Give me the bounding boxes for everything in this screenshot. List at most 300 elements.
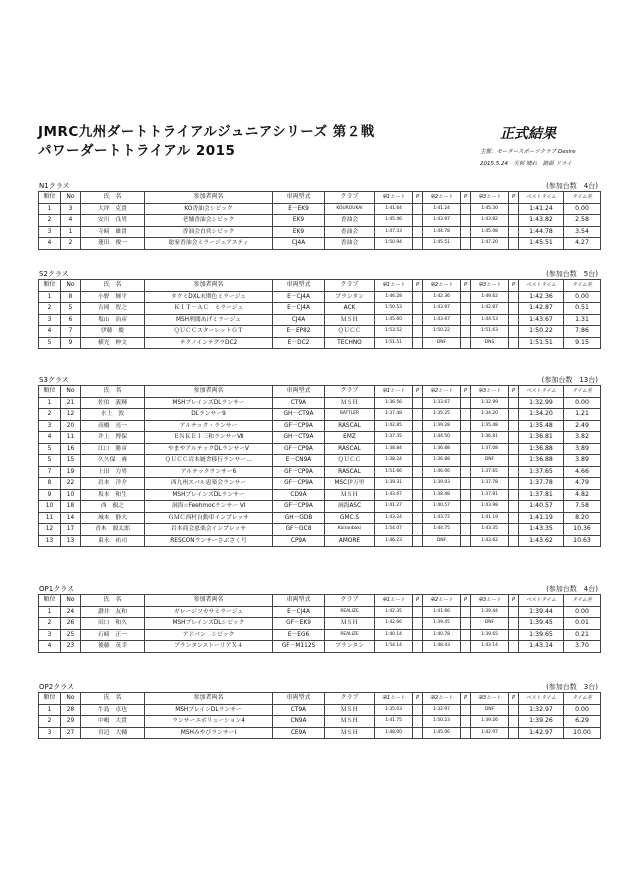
table-cell: MSHブレインズDLランサー: [145, 489, 273, 501]
table-cell: E－DC2: [273, 337, 325, 349]
table-cell: 1:39.26: [471, 716, 509, 728]
column-header: 第3ヒート: [471, 386, 509, 398]
column-header: 車両型式: [273, 386, 325, 398]
table-cell: 10: [61, 489, 81, 501]
table-cell: [461, 618, 471, 630]
table-cell: 7: [61, 326, 81, 338]
column-header: 氏 名: [81, 386, 145, 398]
column-header: P: [509, 693, 519, 705]
table-cell: 28: [61, 704, 81, 716]
table-cell: 1:36.81: [471, 432, 509, 444]
table-cell: [413, 704, 423, 716]
table-cell: ＭＳＨ: [325, 727, 375, 739]
table-cell: [509, 512, 519, 524]
table-cell: 1:39.31: [375, 478, 413, 490]
table-cell: 1:43.14: [471, 641, 509, 653]
table-cell: ＭＳＨ: [325, 397, 375, 409]
table-cell: GMC.S: [325, 512, 375, 524]
column-header: No: [61, 386, 81, 398]
table-cell: ＫＩＴ－ＡＣ ミラージュ: [145, 303, 273, 315]
column-header: No: [61, 192, 81, 204]
table-cell: EK9: [273, 215, 325, 227]
table-cell: 3.89: [564, 443, 601, 455]
table-cell: 青木 源太郎: [81, 524, 145, 536]
column-header: タイム差: [564, 192, 601, 204]
table-cell: CP9A: [273, 535, 325, 547]
table-cell: 1:51.63: [471, 326, 509, 338]
table-cell: [509, 704, 519, 716]
table-cell: 3.70: [564, 641, 601, 653]
column-header: タイム差: [564, 693, 601, 705]
column-header: P: [413, 386, 423, 398]
table-cell: 4: [61, 215, 81, 227]
table-cell: 1:43.97: [423, 215, 461, 227]
table-cell: 岩本商会恵楽会インプレッサ: [145, 524, 273, 536]
table-cell: 香油会: [325, 226, 375, 238]
table-cell: 1:43.67: [519, 314, 564, 326]
table-cell: CJ4A: [273, 314, 325, 326]
table-cell: 1:50.22: [519, 326, 564, 338]
column-header: 参加者両名: [145, 386, 273, 398]
column-header: No: [61, 595, 81, 607]
table-row: [39, 618, 601, 630]
table-header-row: [39, 280, 601, 292]
table-cell: 1:41.24: [423, 203, 461, 215]
table-cell: 1:43.67: [423, 314, 461, 326]
table-cell: 21: [61, 397, 81, 409]
table-cell: [413, 215, 423, 227]
table-cell: [461, 203, 471, 215]
table-cell: RASCAL: [325, 443, 375, 455]
table-cell: 大坪 克貴: [81, 203, 145, 215]
table-cell: ＱＵＣＣスターレットＧＴ: [145, 326, 273, 338]
table-cell: 25: [61, 629, 81, 641]
table-cell: [413, 489, 423, 501]
column-header: P: [413, 280, 423, 292]
table-cell: GF－EK9: [273, 618, 325, 630]
results-table: [38, 385, 601, 547]
table-cell: 0.00: [564, 704, 601, 716]
column-header: 参加者両名: [145, 693, 273, 705]
class-name: OP1クラス: [39, 585, 74, 593]
table-cell: [509, 326, 519, 338]
table-cell: 1:40.14: [375, 629, 413, 641]
table-cell: 1:48.00: [375, 727, 413, 739]
column-header: ベストタイム: [519, 280, 564, 292]
table-row: [39, 466, 601, 478]
table-cell: 1: [61, 226, 81, 238]
table-cell: アルテックランサー6: [145, 466, 273, 478]
table-cell: [509, 314, 519, 326]
table-cell: DNF: [471, 704, 509, 716]
table-cell: GH－CT9A: [273, 432, 325, 444]
table-cell: 1:41.27: [375, 501, 413, 513]
table-cell: 3: [39, 629, 61, 641]
table-cell: 1:36.88: [423, 455, 461, 467]
table-cell: 1:50.94: [375, 238, 413, 250]
table-cell: 1:40.57: [519, 501, 564, 513]
table-cell: 4.27: [564, 238, 601, 250]
table-cell: MSHブレインズDLランサー: [145, 397, 273, 409]
table-cell: 29: [61, 716, 81, 728]
table-cell: 1:43.35: [471, 524, 509, 536]
table-cell: 9: [39, 489, 61, 501]
column-header: 第1ヒート: [375, 280, 413, 292]
table-cell: 1: [39, 606, 61, 618]
table-cell: 1:39.65: [471, 629, 509, 641]
table-cell: 1:47.20: [471, 238, 509, 250]
table-row: [39, 629, 601, 641]
class-section-header: [38, 681, 600, 692]
column-header: クラブ: [325, 693, 375, 705]
table-cell: 0.00: [564, 291, 601, 303]
table-cell: 1:36.56: [375, 397, 413, 409]
column-header: P: [509, 386, 519, 398]
table-cell: [509, 618, 519, 630]
table-cell: 1:36.88: [519, 455, 564, 467]
table-cell: 1:40.57: [423, 501, 461, 513]
table-cell: 1:54.14: [375, 641, 413, 653]
table-cell: 2.49: [564, 420, 601, 432]
table-cell: 1:35.48: [519, 420, 564, 432]
table-cell: 1:41.75: [375, 716, 413, 728]
table-cell: 5: [61, 303, 81, 315]
table-cell: 3.82: [564, 432, 601, 444]
class-name: S2クラス: [39, 270, 69, 278]
table-cell: 総家香油会ミラージュアスティ: [145, 238, 273, 250]
table-cell: DNF: [423, 337, 461, 349]
table-cell: 10: [39, 501, 61, 513]
table-row: [39, 501, 601, 513]
table-cell: 13: [39, 535, 61, 547]
column-header: クラブ: [325, 192, 375, 204]
table-cell: 1:42.35: [375, 606, 413, 618]
table-cell: 5: [39, 455, 61, 467]
table-cell: 11: [61, 432, 81, 444]
column-header: 第1ヒート: [375, 693, 413, 705]
table-row: [39, 512, 601, 524]
column-header: 順位: [39, 280, 61, 292]
class-name: OP2クラス: [39, 683, 74, 691]
table-cell: ＱＵＣＣ岩本厩舎移行ランサー…: [145, 455, 273, 467]
table-cell: 1:48.43: [423, 641, 461, 653]
table-cell: 13: [61, 535, 81, 547]
table-cell: CT9A: [273, 704, 325, 716]
table-cell: [461, 641, 471, 653]
table-cell: ブランタン: [325, 641, 375, 653]
table-cell: 寺﨑 雄貴: [81, 226, 145, 238]
table-cell: DNS: [471, 337, 509, 349]
table-cell: 7: [39, 466, 61, 478]
table-cell: 1:39.45: [423, 618, 461, 630]
table-row: [39, 478, 601, 490]
table-cell: TECHNO: [325, 337, 375, 349]
table-cell: [461, 629, 471, 641]
table-cell: 10.36: [564, 524, 601, 536]
table-cell: [461, 489, 471, 501]
table-row: [39, 397, 601, 409]
column-header: 参加者両名: [145, 595, 273, 607]
table-cell: 水上 敦: [81, 409, 145, 421]
table-cell: E－EG6: [273, 629, 325, 641]
table-cell: [509, 420, 519, 432]
class-section: [38, 374, 600, 547]
table-cell: 香油会: [325, 238, 375, 250]
column-header: P: [413, 693, 423, 705]
table-cell: 4: [39, 641, 61, 653]
table-cell: 東永 祐司: [81, 535, 145, 547]
table-cell: 1:37.35: [375, 432, 413, 444]
table-cell: 2: [39, 215, 61, 227]
table-cell: [509, 203, 519, 215]
column-header: 順位: [39, 595, 61, 607]
table-cell: ＭＳＨ: [325, 314, 375, 326]
class-section-header: [38, 374, 600, 385]
table-cell: 1:44.75: [423, 524, 461, 536]
table-cell: [461, 466, 471, 478]
table-cell: 1:51.66: [375, 466, 413, 478]
table-cell: 10.63: [564, 535, 601, 547]
table-cell: 1:39.45: [519, 618, 564, 630]
table-cell: EMZ: [325, 432, 375, 444]
table-cell: 1:32.99: [519, 397, 564, 409]
table-row: [39, 535, 601, 547]
table-cell: 1:51.51: [519, 337, 564, 349]
column-header: 第2ヒート: [423, 386, 461, 398]
table-cell: 1:45.46: [375, 215, 413, 227]
table-cell: 坂本 和生: [81, 489, 145, 501]
table-cell: [509, 727, 519, 739]
table-cell: GH－GDB: [273, 512, 325, 524]
table-cell: 1:43.67: [375, 489, 413, 501]
table-cell: 1:35.48: [471, 420, 509, 432]
table-cell: [461, 314, 471, 326]
table-cell: CD9A: [273, 489, 325, 501]
table-cell: 20: [61, 420, 81, 432]
table-cell: [413, 641, 423, 653]
table-cell: [413, 203, 423, 215]
table-cell: ACK: [325, 303, 375, 315]
table-cell: 岩本 洋介: [81, 478, 145, 490]
table-cell: [509, 478, 519, 490]
table-cell: 1:32.97: [423, 704, 461, 716]
column-header: 第1ヒート: [375, 192, 413, 204]
table-cell: 吉岡 智之: [81, 303, 145, 315]
table-cell: 1:32.99: [471, 397, 509, 409]
table-cell: 1:38.84: [375, 443, 413, 455]
table-cell: [461, 443, 471, 455]
table-cell: 16: [61, 443, 81, 455]
table-cell: DLランサー9: [145, 409, 273, 421]
table-cell: 23: [61, 641, 81, 653]
table-cell: 9: [61, 337, 81, 349]
table-cell: 1:43.62: [471, 535, 509, 547]
table-cell: 1:35.25: [423, 409, 461, 421]
class-section: [38, 180, 600, 250]
table-cell: 0.21: [564, 629, 601, 641]
table-cell: [509, 226, 519, 238]
table-cell: RASCAL: [325, 420, 375, 432]
table-cell: CJ4A: [273, 238, 325, 250]
column-header: 車両型式: [273, 192, 325, 204]
table-cell: 江口 勝彦: [81, 443, 145, 455]
table-cell: 1:38.24: [375, 455, 413, 467]
table-cell: ランサーエボリューション4: [145, 716, 273, 728]
table-cell: 6.29: [564, 716, 601, 728]
table-cell: ブランタンストーリアＸ４: [145, 641, 273, 653]
table-cell: RESCONランサーさぶさく号: [145, 535, 273, 547]
table-cell: 塩山 治彦: [81, 314, 145, 326]
table-row: [39, 704, 601, 716]
class-section-header: [38, 180, 600, 191]
table-header-row: [39, 595, 601, 607]
column-header: P: [461, 386, 471, 398]
table-cell: [509, 443, 519, 455]
table-cell: 1:53.52: [375, 326, 413, 338]
table-cell: Kairanbaki: [325, 524, 375, 536]
table-cell: 1:37.08: [471, 443, 509, 455]
table-cell: [413, 535, 423, 547]
table-cell: 香油会直営シビック: [145, 226, 273, 238]
table-cell: ＭＳＨ: [325, 489, 375, 501]
table-cell: GF－CP9A: [273, 443, 325, 455]
table-row: [39, 727, 601, 739]
table-cell: 8.20: [564, 512, 601, 524]
table-cell: 安川 良男: [81, 215, 145, 227]
column-header: 氏 名: [81, 192, 145, 204]
table-cell: 洞海ASC: [325, 501, 375, 513]
column-header: 第2ヒート: [423, 192, 461, 204]
table-cell: [413, 409, 423, 421]
table-cell: [461, 501, 471, 513]
column-header: 第2ヒート: [423, 693, 461, 705]
page-title: [38, 123, 375, 161]
column-header: 第3ヒート: [471, 280, 509, 292]
table-cell: 牛島 卓也: [81, 704, 145, 716]
table-cell: AMORE: [325, 535, 375, 547]
table-cell: 横光 伸文: [81, 337, 145, 349]
column-header: ベストタイム: [519, 192, 564, 204]
table-cell: 後藤 英幸: [81, 641, 145, 653]
table-cell: EK9: [273, 226, 325, 238]
column-header: クラブ: [325, 386, 375, 398]
column-header: クラブ: [325, 280, 375, 292]
table-cell: 1:44.78: [423, 226, 461, 238]
table-cell: [461, 326, 471, 338]
table-cell: 香油会: [325, 215, 375, 227]
table-cell: 1:39.26: [519, 716, 564, 728]
table-cell: GH－CT9A: [273, 409, 325, 421]
table-cell: 1:42.87: [471, 303, 509, 315]
table-cell: [413, 618, 423, 630]
table-cell: 宮辺 大輔: [81, 727, 145, 739]
table-cell: KOUROUKAI: [325, 203, 375, 215]
table-cell: 8: [39, 478, 61, 490]
table-cell: 4: [39, 238, 61, 250]
table-cell: 18: [61, 501, 81, 513]
table-row: [39, 226, 601, 238]
table-cell: 1:46.28: [375, 291, 413, 303]
table-cell: 2: [39, 409, 61, 421]
table-cell: 1:43.82: [519, 215, 564, 227]
table-cell: 4.79: [564, 478, 601, 490]
table-cell: 1:43.82: [471, 215, 509, 227]
table-cell: KO香油会シビック: [145, 203, 273, 215]
table-cell: [413, 314, 423, 326]
table-cell: 3.89: [564, 455, 601, 467]
table-cell: [509, 337, 519, 349]
column-header: No: [61, 280, 81, 292]
table-cell: MSH刑聞あげミラージュ: [145, 314, 273, 326]
table-cell: 4: [39, 432, 61, 444]
results-table: [38, 191, 601, 250]
table-cell: 26: [61, 618, 81, 630]
table-cell: 9.15: [564, 337, 601, 349]
table-cell: 5: [39, 443, 61, 455]
column-header: タイム差: [564, 280, 601, 292]
table-cell: DNF: [471, 618, 509, 630]
table-cell: 1:37.65: [471, 466, 509, 478]
column-header: クラブ: [325, 595, 375, 607]
table-cell: DNF: [423, 535, 461, 547]
class-name: S3クラス: [39, 376, 69, 384]
table-cell: BATTLER: [325, 409, 375, 421]
column-header: P: [509, 595, 519, 607]
table-cell: E－EK9: [273, 203, 325, 215]
table-cell: 1: [39, 704, 61, 716]
table-cell: MSHブレインDLランサー: [145, 704, 273, 716]
table-cell: 1:38.48: [423, 489, 461, 501]
column-header: 氏 名: [81, 595, 145, 607]
date-weather-line: 2015.5.24 天候 晴れ 路面 ドライ: [480, 161, 572, 167]
table-cell: テクノインテグラDC2: [145, 337, 273, 349]
table-cell: [413, 326, 423, 338]
table-cell: 1:42.87: [519, 303, 564, 315]
table-cell: [509, 466, 519, 478]
table-cell: ＧＭＣ西村自動車インプレッサ: [145, 512, 273, 524]
table-cell: [509, 716, 519, 728]
table-cell: 高橋 亮一: [81, 420, 145, 432]
table-cell: 1:45.06: [423, 727, 461, 739]
table-cell: ＱＵＣＣ: [325, 455, 375, 467]
table-row: [39, 215, 601, 227]
table-cell: 1: [39, 291, 61, 303]
table-cell: 1:39.65: [519, 629, 564, 641]
table-cell: 1.21: [564, 409, 601, 421]
table-cell: 中嶋 大貴: [81, 716, 145, 728]
table-cell: [461, 524, 471, 536]
table-cell: 1:44.50: [423, 432, 461, 444]
column-header: タイム差: [564, 595, 601, 607]
table-cell: CT9A: [273, 397, 325, 409]
table-cell: 2: [39, 618, 61, 630]
table-cell: 1:50.23: [423, 716, 461, 728]
table-cell: 6: [61, 314, 81, 326]
title-line-1: JMRC九州ダートトライアルジュニアシリーズ 第２戦: [38, 124, 375, 140]
table-cell: [461, 397, 471, 409]
column-header: 第1ヒート: [375, 595, 413, 607]
table-cell: 1:43.62: [519, 535, 564, 547]
table-cell: 1:41.64: [375, 203, 413, 215]
column-header: ベストタイム: [519, 595, 564, 607]
table-cell: MSHみやびランサーⅠ: [145, 727, 273, 739]
table-cell: [413, 291, 423, 303]
table-cell: MSHブレインズDLシビック: [145, 618, 273, 630]
table-cell: 1.31: [564, 314, 601, 326]
table-cell: [413, 512, 423, 524]
table-cell: 蓮田 俊一: [81, 238, 145, 250]
table-cell: [509, 501, 519, 513]
